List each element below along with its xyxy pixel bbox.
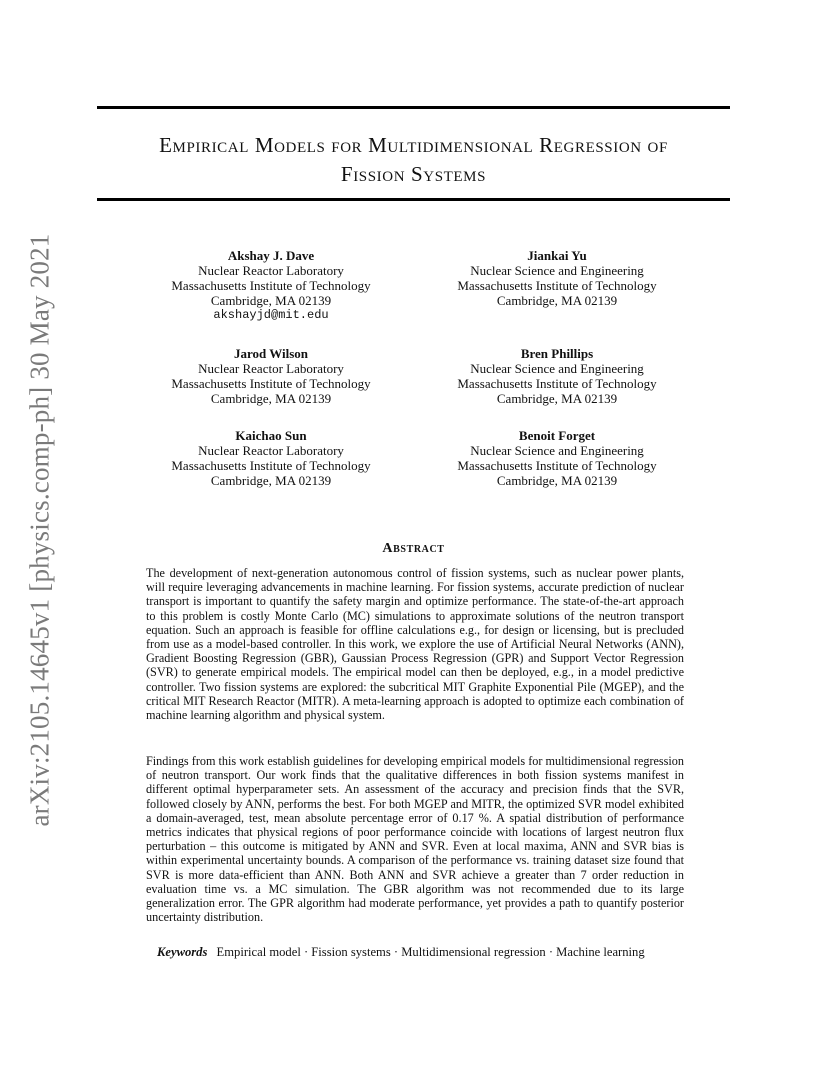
- author-name: Jiankai Yu: [527, 248, 587, 263]
- author-name: Kaichao Sun: [235, 428, 307, 443]
- author-city: Cambridge, MA 02139: [210, 293, 332, 308]
- author-block: [121, 248, 421, 323]
- arxiv-identifier: arXiv:2105.14645v1 [physics.comp-ph] 30 May 2021: [24, 233, 55, 827]
- author-institution: Massachusetts Institute of Technology: [171, 376, 371, 391]
- author-city: Cambridge, MA 02139: [496, 391, 618, 406]
- author-institution: Massachusetts Institute of Technology: [457, 278, 657, 293]
- author-dept: Nuclear Science and Engineering: [470, 443, 644, 458]
- abstract-paragraph-1: The development of next-generation autonomous control of fission systems, such as nuclear power plants, will require leveraging advancements in machine learning. For fission systems, accurate prediction of nuclear transport is important to quantify the safety margin and optimize performance. The state-of-the-art approach to this problem is costly Monte Carlo (MC) simulations to approximate solutions of the neutron transport equation. Such an approach is feasible for offline calculations e.g., for design or licensing, but is precluded from use as a model-based controller. In this work, we explore the use of Artificial Neural Networks (ANN), Gradient Boosting Regression (GBR), Gaussian Process Regression (GPR) and Support Vector Regression (SVR) to generate empirical models. The empirical model can then be deployed, e.g., in a model predictive controller. Two fission systems are explored: the subcritical MIT Graphite Exponential Pile (MGEP), and the critical MIT Research Reactor (MITR). A meta-learning approach is adopted to optimize each combination of machine learning algorithm and physical system.: [146, 566, 684, 723]
- title-line-1: Empirical Models for Multidimensional Regression of: [159, 133, 668, 157]
- author-institution: Massachusetts Institute of Technology: [171, 278, 371, 293]
- author-email[interactable]: akshayjd@mit.edu: [213, 308, 329, 322]
- abstract-heading: Abstract: [382, 541, 445, 556]
- author-city: Cambridge, MA 02139: [210, 391, 332, 406]
- author-dept: Nuclear Science and Engineering: [470, 263, 644, 278]
- author-block: [121, 428, 421, 488]
- keywords-line: [157, 945, 697, 960]
- author-name: Benoit Forget: [518, 428, 596, 443]
- author-block: [407, 248, 707, 308]
- paper-title: [97, 131, 730, 189]
- title-bottom-rule: [97, 198, 730, 201]
- author-city: Cambridge, MA 02139: [210, 473, 332, 488]
- author-name: Bren Phillips: [520, 346, 594, 361]
- keywords-text: Empirical model · Fission systems · Multidimensional regression · Machine learning: [216, 945, 645, 959]
- author-dept: Nuclear Reactor Laboratory: [198, 443, 344, 458]
- author-dept: Nuclear Reactor Laboratory: [198, 263, 344, 278]
- title-line-2: Fission Systems: [340, 162, 487, 186]
- author-institution: Massachusetts Institute of Technology: [457, 376, 657, 391]
- author-city: Cambridge, MA 02139: [496, 293, 618, 308]
- title-top-rule: [97, 106, 730, 109]
- author-institution: Massachusetts Institute of Technology: [171, 458, 371, 473]
- author-institution: Massachusetts Institute of Technology: [457, 458, 657, 473]
- abstract-paragraph-2: Findings from this work establish guidelines for developing empirical models for multidimensional regression of neutron transport. Our work finds that the qualitative differences in both fission systems manifest in different optimal hyperparameter sets. An assessment of the accuracy and precision finds that the SVR, followed closely by ANN, performs the best. For both MGEP and MITR, the optimized SVR model exhibited a domain-averaged, test, mean absolute percentage error of 0.17 %. A spatial distribution of performance metrics indicates that physical regions of poor performance coincide with locations of largest neutron flux perturbation – this outcome is mitigated by ANN and SVR. Even at local maxima, ANN and SVR bias is within experimental uncertainty bounds. A comparison of the performance vs. training dataset size found that SVR is more data-efficient than ANN. Both ANN and SVR achieve a greater than 7 order reduction in evaluation time vs. a MC simulation. The GBR algorithm was not recommended due to its large generalization error. The GPR algorithm had moderate performance, yet provides a path to quantify posterior uncertainty distribution.: [146, 754, 684, 925]
- keywords-label: Keywords: [157, 945, 208, 959]
- author-block: [407, 428, 707, 488]
- author-dept: Nuclear Reactor Laboratory: [198, 361, 344, 376]
- author-dept: Nuclear Science and Engineering: [470, 361, 644, 376]
- author-block: [407, 346, 707, 406]
- author-block: [121, 346, 421, 406]
- author-name: Akshay J. Dave: [227, 248, 315, 263]
- author-name: Jarod Wilson: [233, 346, 309, 361]
- author-city: Cambridge, MA 02139: [496, 473, 618, 488]
